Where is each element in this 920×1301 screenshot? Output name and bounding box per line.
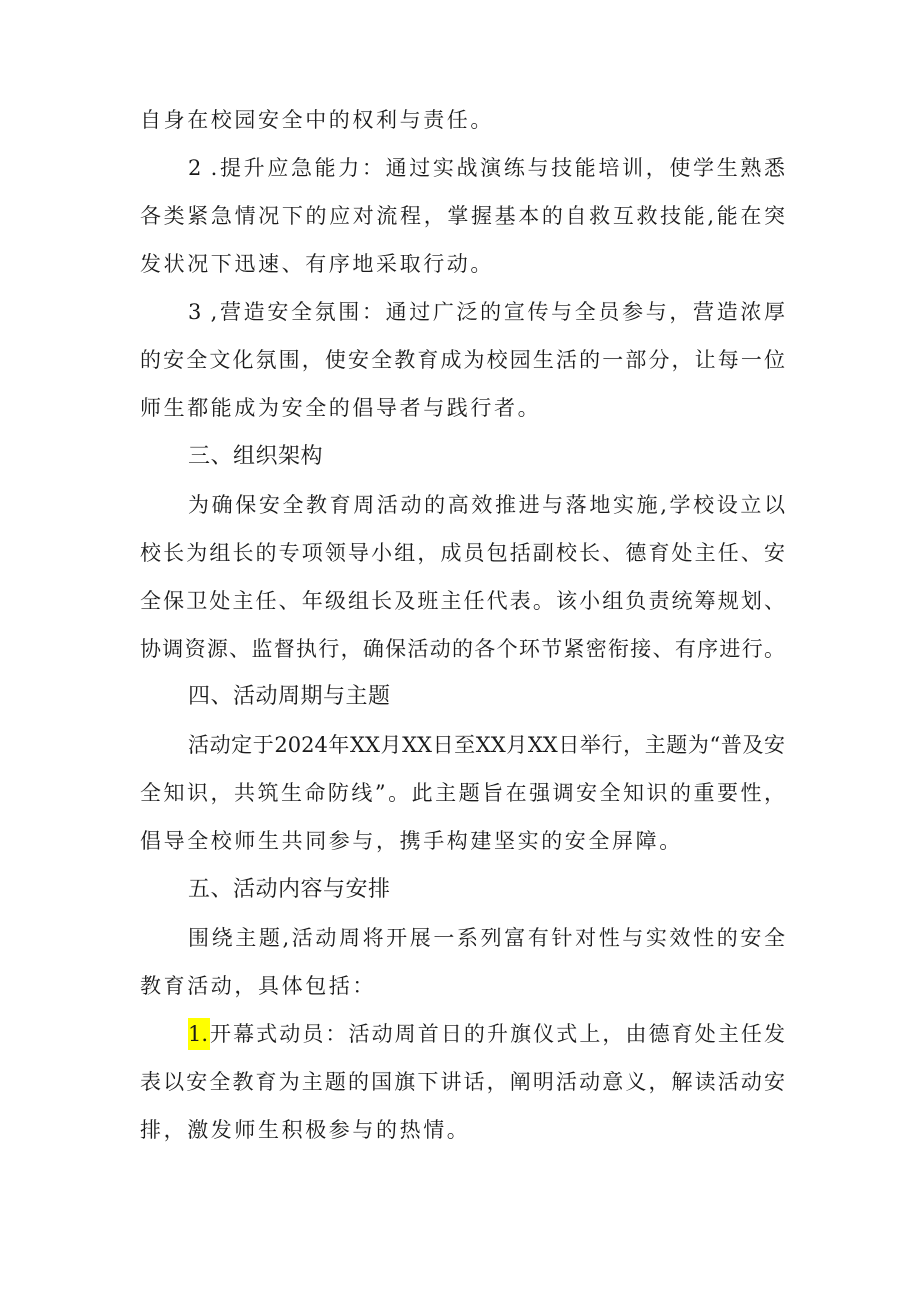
section-heading-organization: 三、组织架构 <box>188 444 324 469</box>
paragraph-line: 自身在校园安全中的权利与责任。 <box>140 108 494 132</box>
content-line-2: 教育活动，具体包括： <box>140 974 376 998</box>
section-heading-content-schedule: 五、活动内容与安排 <box>188 877 391 902</box>
goal-3-line-1: 3 ,营造安全氛围：通过广泛的宣传与全员参与，营造浓厚 <box>188 300 785 324</box>
organization-line-1: 为确保安全教育周活动的高效推进与落地实施,学校设立以 <box>188 493 785 517</box>
list-item-1-line-2: 表以安全教育为主题的国旗下讲话，阐明活动意义，解读活动安 <box>140 1070 785 1094</box>
organization-line-2: 校长为组长的专项领导小组，成员包括副校长、德育处主任、安 <box>140 541 785 565</box>
period-line-2: 全知识，共筑生命防线”。此主题旨在强调安全知识的重要性， <box>140 781 785 805</box>
list-item-1-line-3: 排，激发师生积极参与的热情。 <box>140 1118 471 1142</box>
goal-2-line-1: 2 .提升应急能力：通过实战演练与技能培训，使学生熟悉 <box>188 156 785 180</box>
goal-2-line-3: 发状况下迅速、有序地采取行动。 <box>140 252 494 276</box>
list-item-1-line-1 <box>188 1018 785 1050</box>
goal-2-line-2: 各类紧急情况下的应对流程，掌握基本的自救互救技能,能在突 <box>140 204 785 228</box>
period-line-1: 活动定于2024年XX月XX日至XX月XX日举行，主题为“普及安 <box>188 733 785 757</box>
section-heading-period-theme: 四、活动周期与主题 <box>188 684 391 709</box>
content-line-1: 围绕主题,活动周将开展一系列富有针对性与实效性的安全 <box>188 926 785 950</box>
organization-line-3: 全保卫处主任、年级组长及班主任代表。该小组负责统筹规划、 <box>140 589 785 613</box>
goal-3-line-2: 的安全文化氛围，使安全教育成为校园生活的一部分，让每一位 <box>140 348 785 372</box>
list-item-number-highlight: 1. <box>188 1018 210 1050</box>
list-item-text: 开幕式动员：活动周首日的升旗仪式上，由德育处主任发 <box>210 1022 785 1046</box>
goal-3-line-3: 师生都能成为安全的倡导者与践行者。 <box>140 396 542 420</box>
period-line-3: 倡导全校师生共同参与，携手构建坚实的安全屏障。 <box>140 829 683 853</box>
organization-line-4: 协调资源、监督执行，确保活动的各个环节紧密衔接、有序进行。 <box>140 637 785 661</box>
